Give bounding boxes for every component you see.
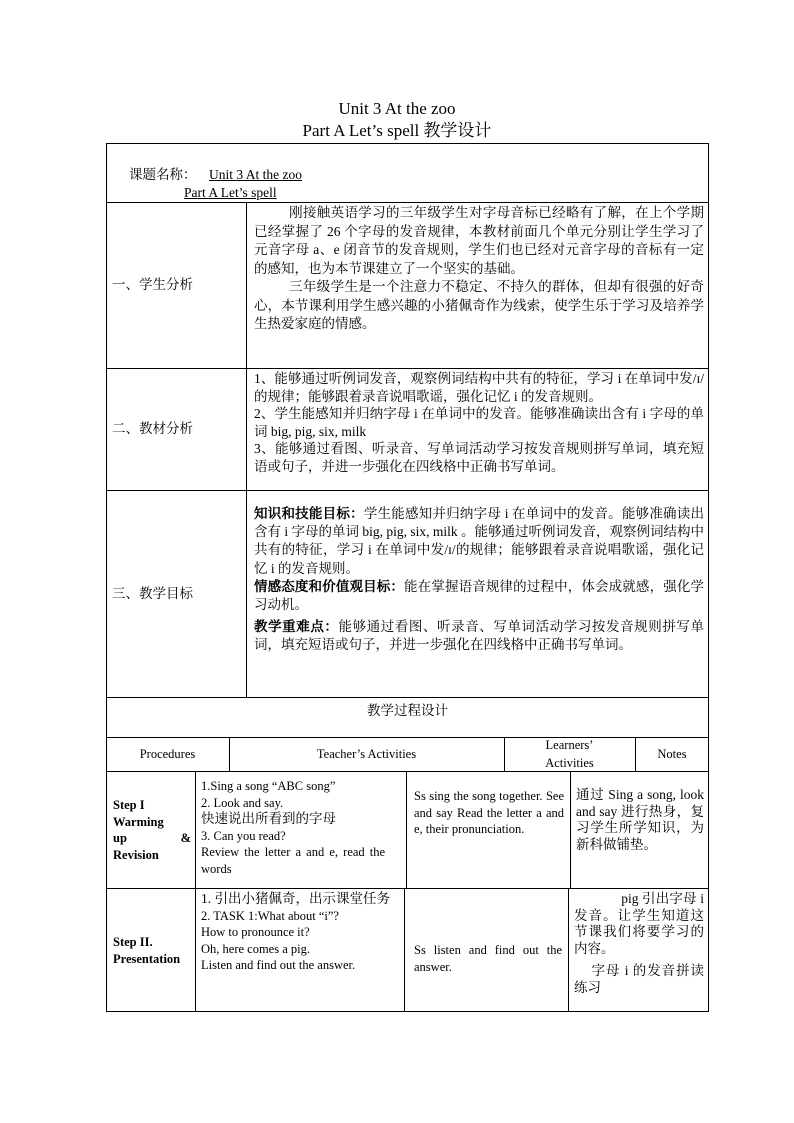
key-difficulty [254, 618, 704, 654]
student-analysis-body [254, 204, 704, 334]
student-analysis-label: 一、学生分析 [112, 277, 193, 292]
material-item-1: 1、能够通过听例词发音，观察例词结构中共有的特征，学习 i 在单词中发/ɪ/的规律；能够跟着录音说唱歌谣，强化记忆 i 的发音规则。 [254, 371, 704, 404]
step1-name-amp: & [180, 831, 191, 845]
material-analysis-label: 二、教材分析 [112, 421, 193, 436]
topic-value-line1: Unit 3 At the zoo [209, 167, 302, 182]
step1-teacher-line: Review the letter a and e, read the [201, 845, 386, 859]
step1-name-line2: Warming [113, 814, 164, 829]
step1-teacher-line: 快速说出所看到的字母 [201, 811, 336, 826]
document-subtitle: Part A Let’s spell 教学设计 [302, 121, 492, 140]
step1-name-line1: Step I [113, 798, 145, 812]
process-heading: 教学过程设计 [367, 703, 448, 718]
header-notes: Notes [657, 747, 687, 761]
step1-name [113, 797, 191, 863]
step1-teacher-line: 2. Look and say. [201, 795, 284, 810]
row-divider [106, 490, 709, 491]
knowledge-objective-text: 学生能感知并归纳字母 i 在单词中的发音。能够准确读出含有 i 字母的单词 big, pig, six, milk 。能够通过听例词发音，观察例词结构中共有的特征，学习 i 在单词中发/ɪ/的规律；能够跟着录音说唱歌谣，强化记忆 i 的发音规则。 [254, 506, 705, 576]
column-divider [568, 888, 569, 1012]
emotion-objective [254, 578, 704, 614]
step1-name-up: up [113, 831, 127, 845]
key-difficulty-heading: 教学重难点： [254, 619, 339, 635]
header-learners-line1: Learners’ [545, 738, 594, 752]
step2-teacher-line: 1. 引出小猪佩奇，出示课堂任务 [201, 891, 390, 906]
column-divider [570, 771, 571, 888]
step2-teacher-line: Listen and find out the answer. [201, 958, 356, 972]
material-item-3: 3、能够通过看图、听录音、写单词活动学习按发音规则拼写单词，填充短语或句子，并进一步强化在四线格中正确书写单词。 [254, 441, 704, 474]
step1-teacher-line: 3. Can you read? [201, 828, 286, 843]
objectives-body [254, 505, 704, 655]
student-analysis-para2: 三年级学生是一个注意力不稳定、不持久的群体，但却有很强的好奇心，本节课利用学生感兴趣的小猪佩奇作为线索，使学生乐于学习及培养学生热爱家庭的情感。 [254, 279, 704, 331]
step1-notes: 通过 Sing a song, look and say 进行热身，复习学生所学知识，为新科做铺垫。 [576, 787, 704, 852]
step2-notes-para1: pig 引出字母 i 发音。让学生知道这节课我们将要学习的内容。 [574, 891, 704, 956]
step2-notes [574, 891, 704, 996]
row-divider [106, 368, 709, 369]
topic-value-line2: Part A Let’s spell [184, 185, 277, 200]
emotion-objective-heading: 情感态度和价值观目标： [254, 578, 405, 594]
document-title: Unit 3 At the zoo [338, 99, 456, 118]
step2-name-line2: Presentation [113, 951, 181, 966]
step2-learners-activities: Ss listen and find out the answer. [414, 943, 562, 974]
step1-name-line3 [113, 830, 191, 847]
step2-teacher-line: How to pronounce it? [201, 925, 310, 939]
step2-teacher-line: Oh, here comes a pig. [201, 941, 310, 956]
step1-teacher-activities [201, 778, 405, 877]
header-teacher-activities: Teacher’s Activities [316, 747, 417, 761]
step1-learners-activities: Ss sing the song together. See and say Read the letter a and e, their pronunciation. [414, 789, 564, 836]
step1-teacher-line: words [201, 861, 232, 876]
material-analysis-body [254, 370, 704, 475]
knowledge-objective [254, 505, 704, 578]
step2-name [113, 934, 195, 967]
key-difficulty-text: 能够通过看图、听录音、写单词活动学习按发音规则拼写单词，填充短语或句子，并进一步强化在四线格中正确书写单词。 [254, 619, 704, 653]
step2-notes-para2: 字母 i 的发音拼读练习 [574, 963, 704, 995]
column-divider [404, 888, 405, 1012]
step2-teacher-activities [201, 891, 399, 974]
step1-name-line4: Revision [113, 847, 159, 862]
step2-name-line1: Step II. [113, 935, 153, 949]
column-divider [195, 771, 196, 1012]
step1-teacher-line: 1.Sing a song “ABC song” [201, 779, 336, 793]
row-divider [106, 202, 709, 203]
step2-teacher-line: 2. TASK 1:What about “i”? [201, 908, 339, 923]
header-procedures: Procedures [139, 747, 196, 761]
row-divider [106, 888, 709, 889]
material-item-2: 2、学生能感知并归纳字母 i 在单词中的发音。能够准确读出含有 i 字母的单词 big, pig, six, milk [254, 406, 704, 439]
emotion-objective-text: 能在掌握语音规律的过程中，体会成就感，强化学习动机。 [254, 578, 704, 613]
column-divider [246, 202, 247, 698]
knowledge-objective-heading: 知识和技能目标： [254, 506, 364, 521]
header-learners-line2: Activities [545, 756, 594, 770]
column-divider [406, 771, 407, 888]
student-analysis-para1: 刚接触英语学习的三年级学生对字母音标已经略有了解，在上个学期已经掌握了 26 个字母的发音规律，本教材前面几个单元分别让学生学习了 元音字母 a、e 闭音节的发音规则，学生们也已经对元音字母的音标有一定的感知，也为本节课建立了一个坚实的基础。 [254, 205, 704, 276]
topic-label: 课题名称： [129, 167, 197, 182]
objectives-label: 三、教学目标 [112, 586, 193, 601]
